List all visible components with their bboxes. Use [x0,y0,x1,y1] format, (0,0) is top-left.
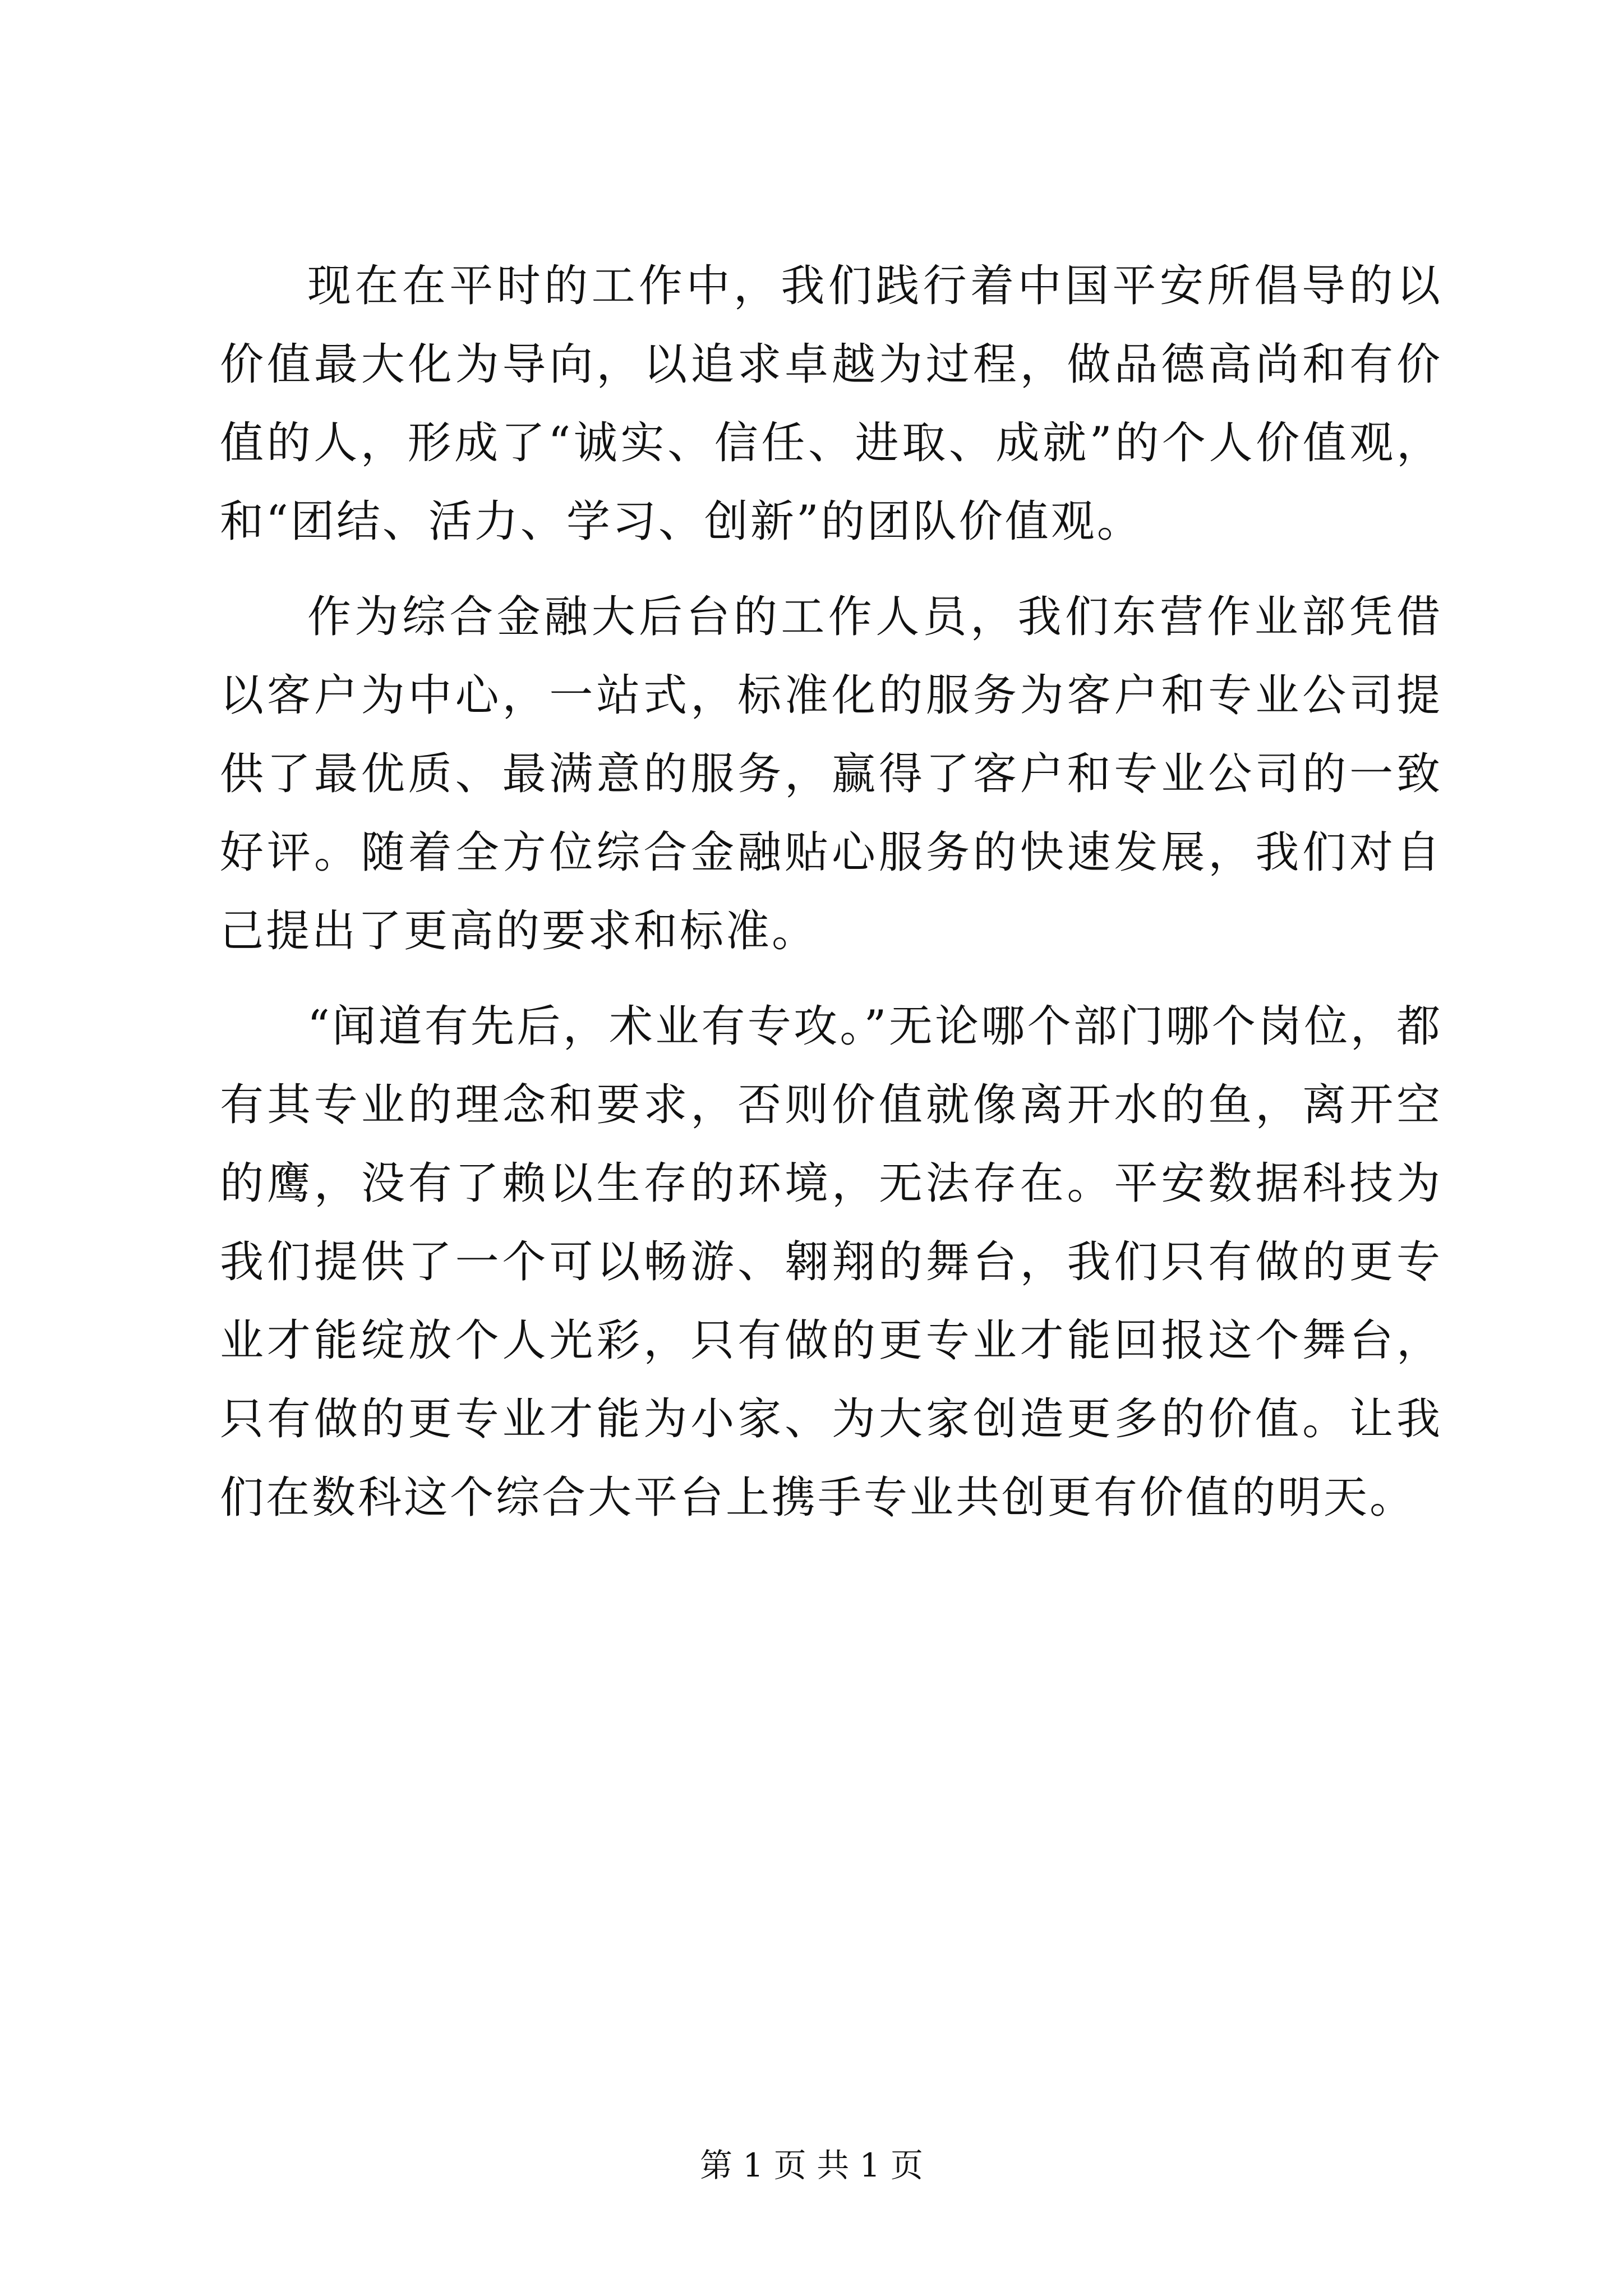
paragraph-2: 作为综合金融大后台的工作人员，我们东营作业部凭借以客户为中心，一站式，标准化的服务为客户和专业公司提供了最优质、最满意的服务，赢得了客户和专业公司的一致好评。随着全方位综合金融贴心服务的快速发展，我们对自己提出了更高的要求和标准。 [220,592,1442,956]
document-body [220,247,1442,1554]
paragraph-3: “闻道有先后，术业有专攻。”无论哪个部门哪个岗位，都有其专业的理念和要求，否则价值就像离开水的鱼，离开空的鹰，没有了赖以生存的环境，无法存在。平安数据科技为我们提供了一个可以畅游、翱翔的舞台，我们只有做的更专业才能绽放个人光彩，只有做的更专业才能回报这个舞台，只有做的更专业才能为小家、为大家创造更多的价值。让我们在数科这个综合大平台上携手专业共创更有价值的明天。 [220,1001,1442,1523]
page-number-footer: 第 1 页 共 1 页 [700,2146,923,2184]
paragraph-1: 现在在平时的工作中，我们践行着中国平安所倡导的以价值最大化为导向，以追求卓越为过程，做品德高尚和有价值的人，形成了“诚实、信任、进取、成就”的个人价值观，和“团结、活力、学习、创新”的团队价值观。 [220,261,1442,547]
